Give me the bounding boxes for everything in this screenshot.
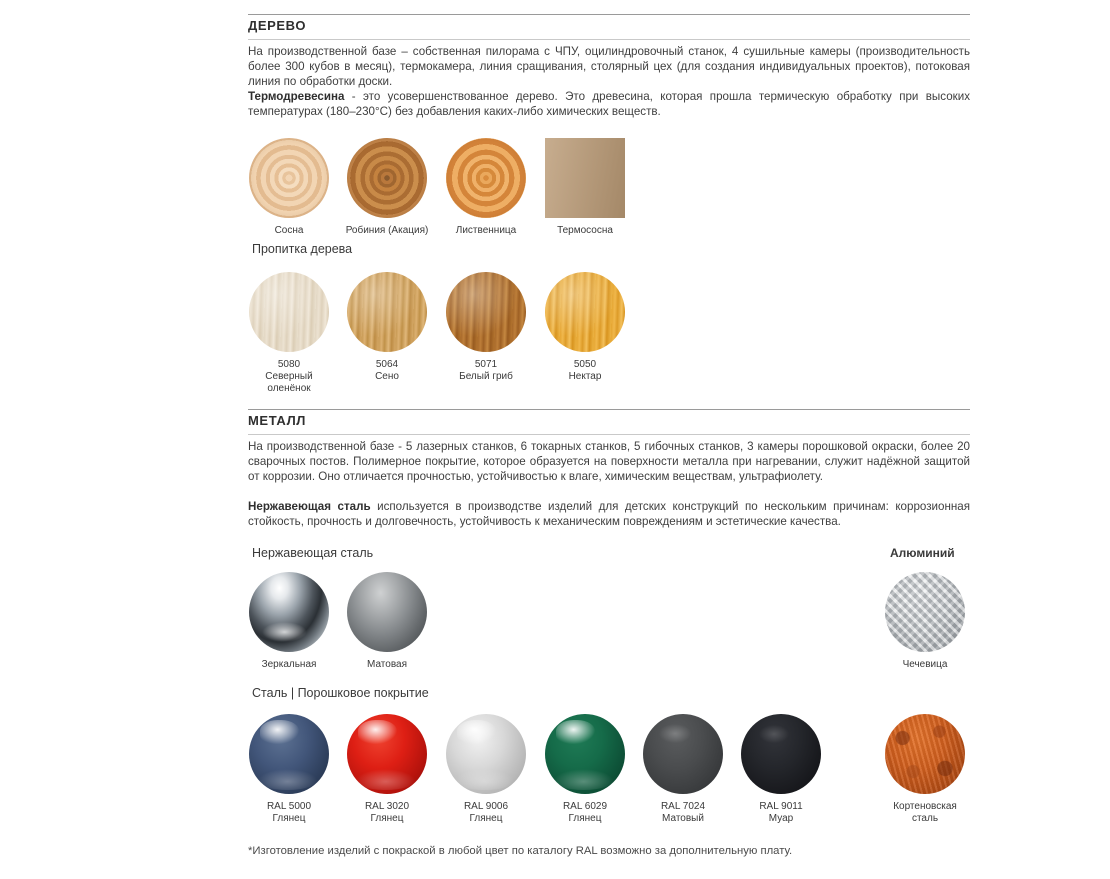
wood-species-label: Сосна <box>274 225 304 236</box>
powder-finish: Муар <box>768 813 794 824</box>
corten-label <box>877 801 973 825</box>
powder-label <box>733 801 829 825</box>
wood-paragraph-2-lead: Термодревесина <box>248 90 345 103</box>
stainless-item <box>241 572 337 671</box>
wood-species-item <box>537 138 633 237</box>
impregnation-code: 5064 <box>375 359 399 370</box>
powder-code: RAL 9006 <box>463 801 509 812</box>
wood-section-header <box>248 18 968 38</box>
corten-steel-sphere-icon <box>885 714 965 794</box>
stainless-label: Матовая <box>367 659 407 670</box>
metal-section-header <box>248 413 968 433</box>
wood-species-label: Лиственница <box>455 225 517 236</box>
wood-section-top-rule <box>248 14 970 15</box>
aluminium-item <box>877 572 973 671</box>
powder-finish: Глянец <box>370 813 404 824</box>
stainless-label: Зеркальная <box>261 659 317 670</box>
impregnation-item <box>339 272 435 383</box>
impregnation-item <box>438 272 534 383</box>
impregnation-code: 5071 <box>474 359 498 370</box>
stainless-heading: Нержавеющая сталь <box>252 546 374 560</box>
larch-cross-section-icon <box>446 138 526 218</box>
highlight <box>759 725 789 743</box>
wood-section-bottom-rule <box>248 39 970 40</box>
powder-code: RAL 6029 <box>562 801 608 812</box>
powder-finish: Глянец <box>272 813 306 824</box>
powder-item <box>339 714 435 825</box>
corten-name-2: сталь <box>911 813 939 824</box>
impregnation-swatch-5080 <box>249 272 329 352</box>
metal-section-bottom-rule <box>248 434 970 435</box>
ral-9006-sphere-icon <box>446 714 526 794</box>
impregnation-item <box>241 272 337 395</box>
wood-section-title: ДЕРЕВО <box>248 18 307 33</box>
powder-label <box>438 801 534 825</box>
metal-section-title: МЕТАЛЛ <box>248 413 307 428</box>
impregnation-code: 5080 <box>277 359 301 370</box>
powder-label <box>241 801 337 825</box>
impregnation-label <box>339 359 435 383</box>
powder-finish: Глянец <box>568 813 602 824</box>
mirror-steel-sphere-icon <box>249 572 329 652</box>
powder-code: RAL 9011 <box>759 801 803 812</box>
wood-species-item <box>438 138 534 237</box>
impregnation-name-2: оленёнок <box>267 383 311 394</box>
powder-code: RAL 3020 <box>364 801 410 812</box>
impregnation-code: 5050 <box>573 359 597 370</box>
impregnation-name: Белый гриб <box>459 371 513 382</box>
impregnation-item <box>537 272 633 383</box>
metal-paragraph-2-lead: Нержавеющая сталь <box>248 500 371 513</box>
impregnation-swatch-5071 <box>446 272 526 352</box>
metal-paragraph-2 <box>248 499 970 529</box>
wood-species-item <box>241 138 337 237</box>
powder-item <box>537 714 633 825</box>
ral-3020-sphere-icon <box>347 714 427 794</box>
impregnation-swatch-5050 <box>545 272 625 352</box>
aluminium-heading: Алюминий <box>890 546 955 560</box>
corten-item <box>877 714 973 825</box>
highlight <box>659 724 691 743</box>
aluminium-lentil-sphere-icon <box>885 572 965 652</box>
matte-steel-sphere-icon <box>347 572 427 652</box>
wood-paragraph-2 <box>248 89 970 119</box>
corten-name: Кортеновская <box>893 801 957 812</box>
ral-9011-sphere-icon <box>741 714 821 794</box>
impregnation-label <box>438 359 534 383</box>
powder-coating-heading: Сталь | Порошковое покрытие <box>252 686 429 700</box>
wood-paragraph-1: На производственной базе – собственная пилорама с ЧПУ, оцилиндровочный станок, 4 сушильные камеры (производительность более 300 кубов в месяц), термокамера, линия сращивания, столярный цех (для создания индивидуальных проектов), потоковая линия по обработки доски. <box>248 45 970 89</box>
wood-species-label: Термососна <box>557 225 613 236</box>
footnote: *Изготовление изделий с покраской в любой цвет по каталогу RAL возможно за дополнительную плату. <box>248 845 793 857</box>
powder-code: RAL 7024 <box>660 801 706 812</box>
pine-cross-section-icon <box>249 138 329 218</box>
powder-item <box>241 714 337 825</box>
aluminium-label: Чечевица <box>902 659 948 670</box>
powder-item <box>438 714 534 825</box>
powder-label <box>537 801 633 825</box>
powder-label <box>635 801 731 825</box>
metal-paragraph-1: На производственной базе - 5 лазерных станков, 6 токарных станков, 5 гибочных станков, 3 камеры порошковой окраски, более 20 сварочных постов. Полимерное покрытие, которое образуется на поверхности металла при нагревании, служит надёжной защитой от коррозии. Оно отличается прочностью, устойчивостью к влаге, химическим веществам, ультрафиолету. <box>248 440 970 484</box>
powder-finish: Матовый <box>662 813 704 824</box>
powder-label <box>339 801 435 825</box>
powder-item <box>733 714 829 825</box>
ral-7024-sphere-icon <box>643 714 723 794</box>
ral-5000-sphere-icon <box>249 714 329 794</box>
powder-item <box>635 714 731 825</box>
robinia-cross-section-icon <box>347 138 427 218</box>
impregnation-name: Сено <box>375 371 399 382</box>
wood-species-item <box>339 138 435 237</box>
impregnation-swatch-5064 <box>347 272 427 352</box>
impregnation-label <box>537 359 633 383</box>
impregnation-name: Нектар <box>568 371 602 382</box>
metal-paragraph-2-rest: используется в производстве изделий для детских конструкций по нескольким причинам: коррозионная стойкость, прочность и долговечность, устойчивость к механическим повреждениям и эстетические качества. <box>248 500 970 529</box>
impregnation-name: Северный <box>265 371 313 382</box>
wood-species-label: Робиния (Акация) <box>345 225 429 236</box>
powder-code: RAL 5000 <box>266 801 312 812</box>
impregnation-heading: Пропитка дерева <box>252 242 353 256</box>
stainless-item <box>339 572 435 671</box>
thermo-pine-board-icon <box>545 138 625 218</box>
metal-section-top-rule <box>248 409 970 410</box>
wood-paragraph-2-rest: - это усовершенствованное дерево. Это древесина, которая прошла термическую обработку при высоких температурах (180–230°С) без добавления каких-либо химических веществ. <box>248 90 970 119</box>
impregnation-label <box>241 359 337 395</box>
ral-6029-sphere-icon <box>545 714 625 794</box>
powder-finish: Глянец <box>469 813 503 824</box>
